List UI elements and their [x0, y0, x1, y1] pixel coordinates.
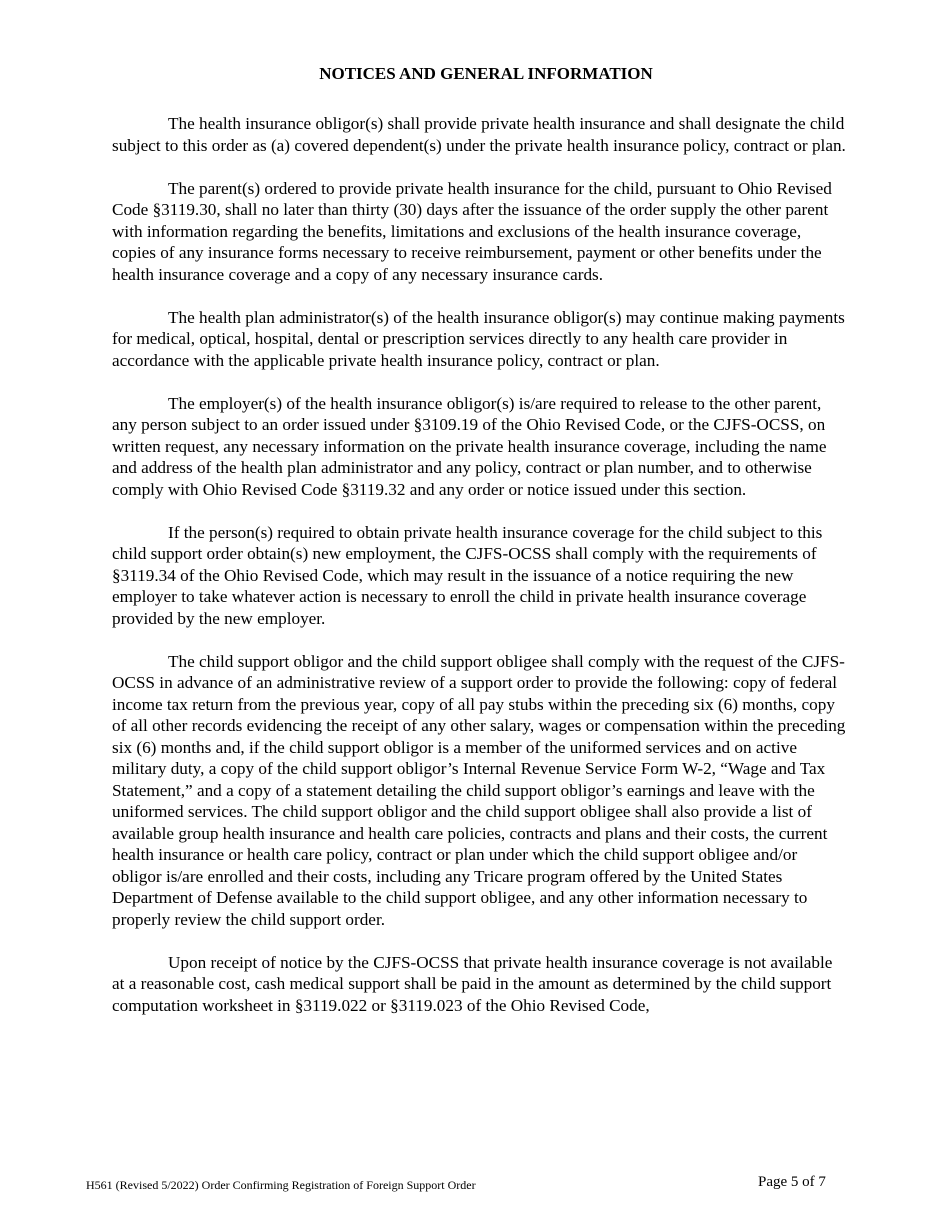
paragraph-administrative-review: The child support obligor and the child support obligee shall comply with the request of the CJFS-OCSS in advance of an administrative review of a support order to provide the following: copy of federal income tax return from the previous year, copy of all pay stubs within the preceding six (6) months, copy of all other records evidencing the receipt of any other salary, wages or compensation within the preceding six (6) months and, if the child support obligor is a member of the uniformed services and on active military duty, a copy of the child support obligor’s Internal Revenue Service Form W-2, “Wage and Tax Statement,” and a copy of a statement detailing the child support obligor’s earnings and leave with the uniformed services. The child support obligor and the child support obligee shall also provide a list of available group health insurance and health care policies, contracts and plans and their costs, the current health insurance or health care policy, contract or plan under which the child support obligee and/or obligor is/are enrolled and their costs, including any Tricare program offered by the United States Department of Defense available to the child support obligee, and any other information necessary to properly review the child support order.	[112, 651, 846, 929]
document-body	[112, 113, 846, 1038]
footer-page-number: Page 5 of 7	[758, 1174, 826, 1190]
paragraph-plan-administrator: The health plan administrator(s) of the health insurance obligor(s) may continue making payments for medical, optical, hospital, dental or prescription services directly to any health care provider in accordance with the applicable private health insurance policy, contract or plan.	[112, 307, 845, 370]
paragraph-parent-information: The parent(s) ordered to provide private health insurance for the child, pursuant to Ohio Revised Code §3119.30, shall no later than thirty (30) days after the issuance of the order supply the other parent with information regarding the benefits, limitations and exclusions of the health insurance coverage, copies of any insurance forms necessary to receive reimbursement, payment or other benefits under the health insurance coverage and a copy of any necessary insurance cards.	[112, 178, 832, 284]
paragraph-employer-release: The employer(s) of the health insurance obligor(s) is/are required to release to the other parent, any person subject to an order issued under §3109.19 of the Ohio Revised Code, or the CJFS-OCSS, on written request, any necessary information on the private health insurance coverage, including the name and address of the health plan administrator and any policy, contract or plan number, and to otherwise comply with Ohio Revised Code §3119.32 and any order or notice issued under this section.	[112, 393, 827, 499]
footer-form-id: H561 (Revised 5/2022) Order Confirming Registration of Foreign Support Order	[86, 1178, 476, 1192]
page-title: NOTICES AND GENERAL INFORMATION	[319, 64, 653, 83]
paragraph-new-employment: If the person(s) required to obtain private health insurance coverage for the child subject to this child support order obtain(s) new employment, the CJFS-OCSS shall comply with the requirements of §3119.34 of the Ohio Revised Code, which may result in the issuance of a notice requiring the new employer to take whatever action is necessary to enroll the child in private health insurance coverage provided by the new employer.	[112, 522, 823, 628]
paragraph-cash-medical-support: Upon receipt of notice by the CJFS-OCSS that private health insurance coverage is not available at a reasonable cost, cash medical support shall be paid in the amount as determined by the child support computation worksheet in §3119.022 or §3119.023 of the Ohio Revised Code,	[112, 952, 833, 1015]
paragraph-private-insurance: The health insurance obligor(s) shall provide private health insurance and shall designate the child subject to this order as (a) covered dependent(s) under the private health insurance policy, contract or plan.	[112, 114, 846, 155]
